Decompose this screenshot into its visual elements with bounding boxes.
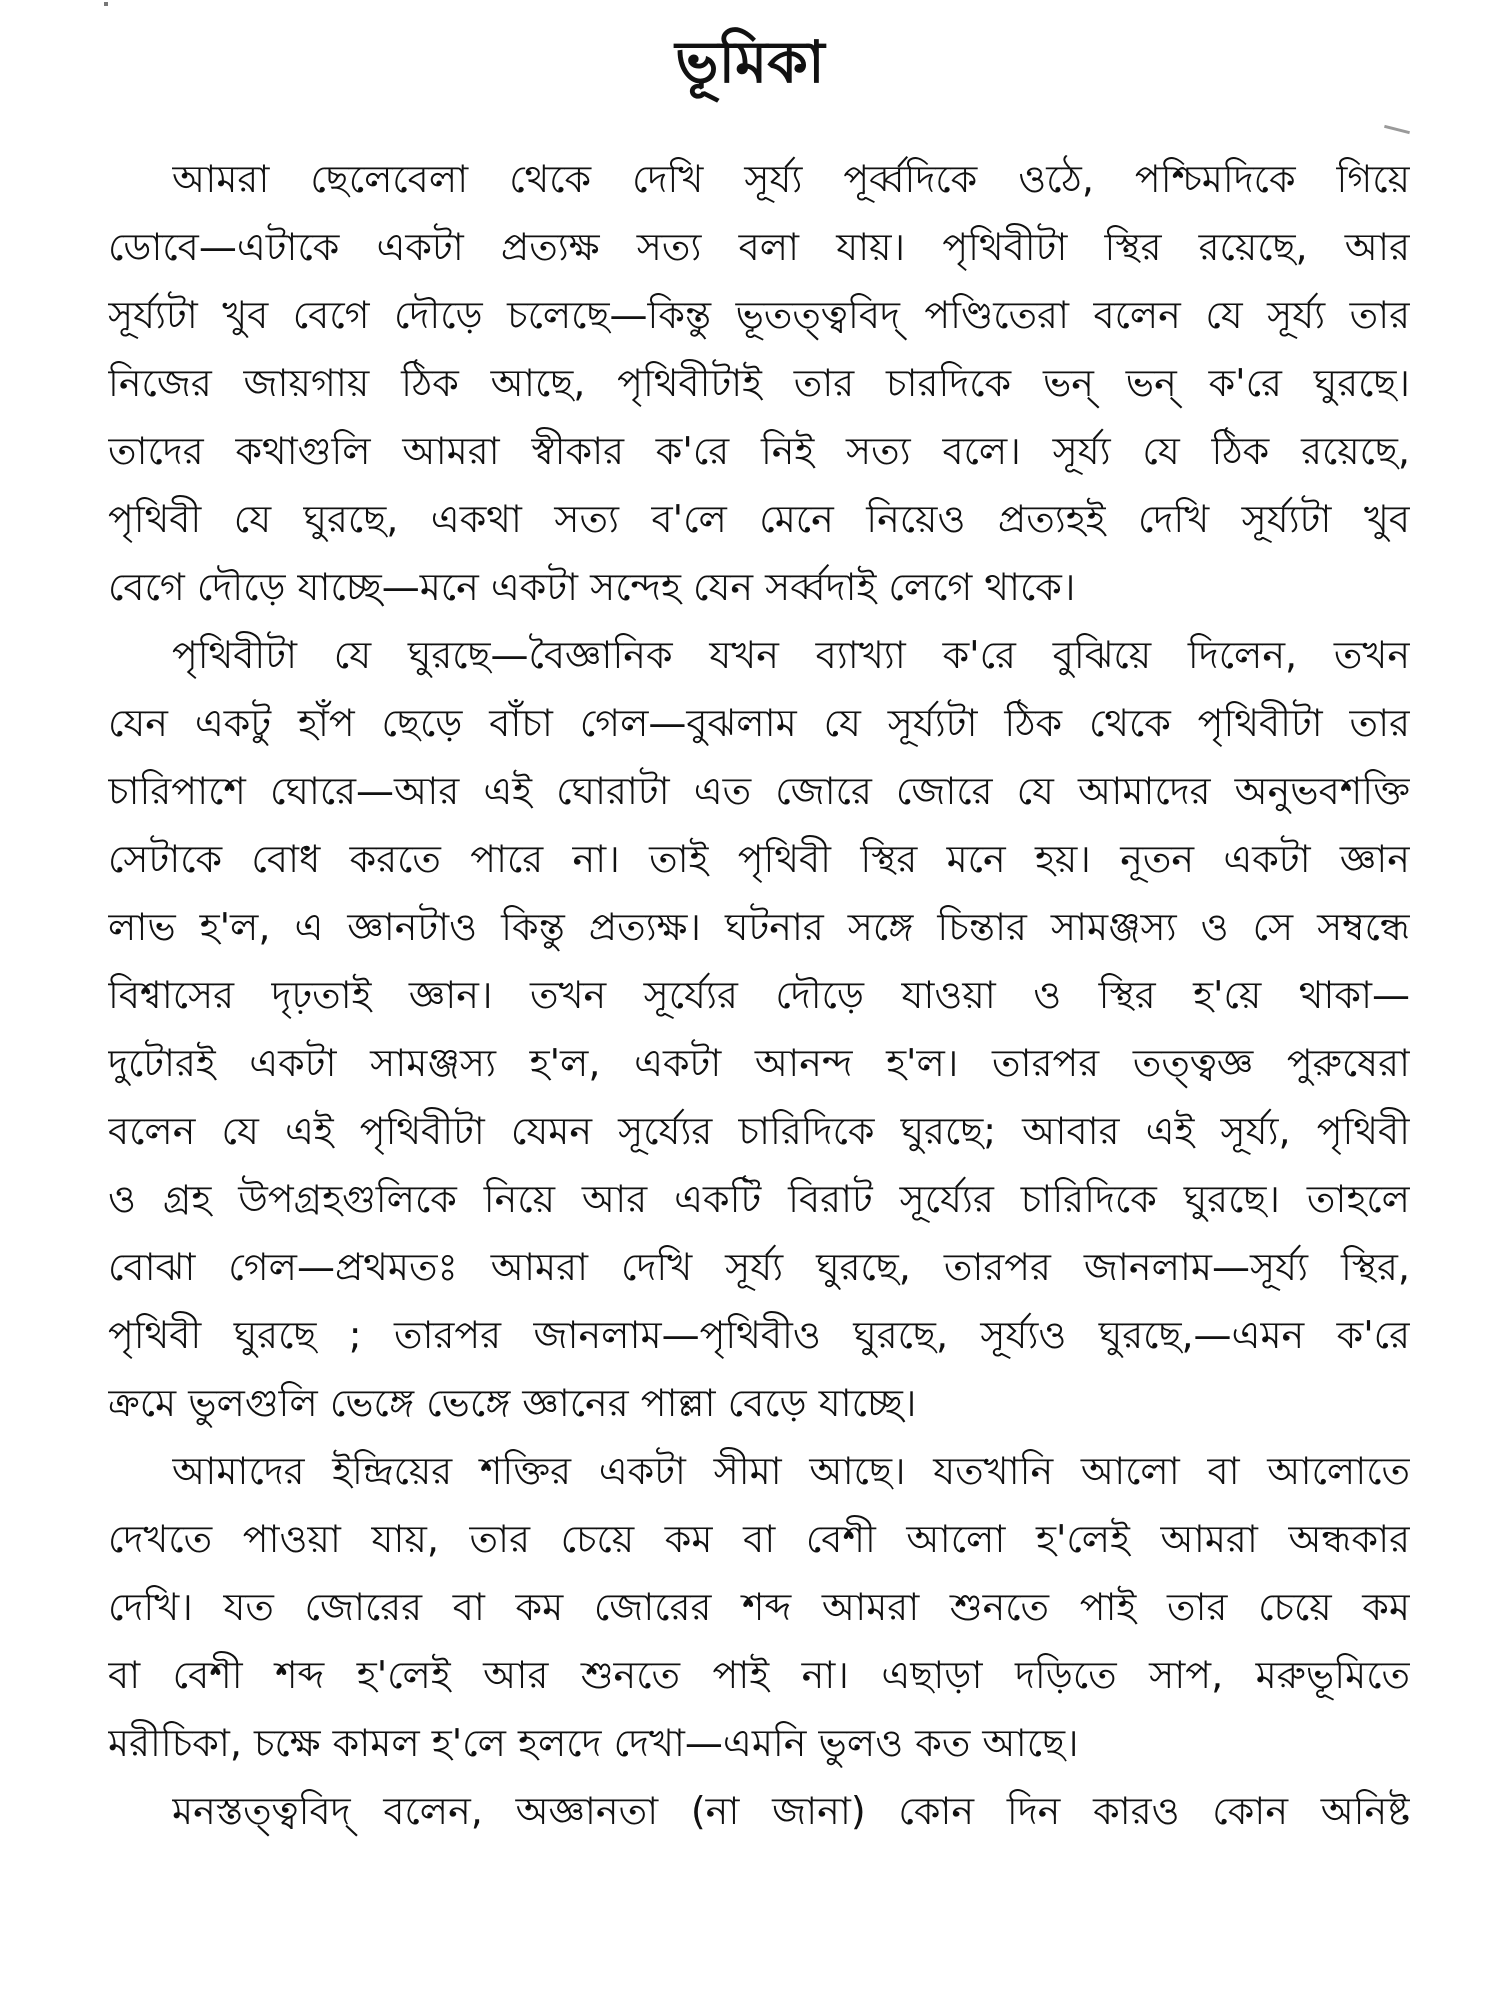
text-line: ডোবে—এটাকে একটা প্রত্যক্ষ সত্য বলা যায়। পৃথিবীটা স্থির রয়েছে, আর: [108, 225, 1410, 269]
text-line: পৃথিবী ঘুরছে ; তারপর জানলাম—পৃথিবীও ঘুরছে, সূর্য্যও ঘুরছে,—এমন ক'রে: [108, 1313, 1410, 1357]
text-line: তাদের কথাগুলি আমরা স্বীকার ক'রে নিই সত্য বলে। সূর্য্য যে ঠিক রয়েছে,: [108, 429, 1410, 473]
scan-speck: [104, 2, 108, 6]
text-line: পৃথিবীটা যে ঘুরছে—বৈজ্ঞানিক যখন ব্যাখ্যা ক'রে বুঝিয়ে দিলেন, তখন: [172, 633, 1410, 677]
text-line: ক্রমে ভুলগুলি ভেঙ্গে ভেঙ্গে জ্ঞানের পাল্লা বেড়ে যাচ্ছে।: [108, 1381, 917, 1425]
text-line: আমরা ছেলেবেলা থেকে দেখি সূর্য্য পূর্ব্বদিকে ওঠে, পশ্চিমদিকে গিয়ে: [172, 157, 1410, 201]
scan-speck: [1384, 125, 1410, 134]
text-line: দেখতে পাওয়া যায়, তার চেয়ে কম বা বেশী আলো হ'লেই আমরা অন্ধকার: [108, 1517, 1410, 1561]
text-line: মনস্তত্ত্ববিদ্ বলেন, অজ্ঞানতা (না জানা) কোন দিন কারও কোন অনিষ্ট: [172, 1789, 1410, 1833]
text-line: দেখি। যত জোরের বা কম জোরের শব্দ আমরা শুনতে পাই তার চেয়ে কম: [108, 1585, 1410, 1629]
page-title: ভূমিকা: [675, 28, 825, 96]
text-line: সেটাকে বোধ করতে পারে না। তাই পৃথিবী স্থির মনে হয়। নূতন একটা জ্ঞান: [108, 837, 1410, 881]
text-line: লাভ হ'ল, এ জ্ঞানটাও কিন্তু প্রত্যক্ষ। ঘটনার সঙ্গে চিন্তার সামঞ্জস্য ও সে সম্বন্ধে: [108, 905, 1410, 949]
text-line: বা বেশী শব্দ হ'লেই আর শুনতে পাই না। এছাড়া দড়িতে সাপ, মরুভূমিতে: [108, 1653, 1410, 1697]
text-line: দুটোরই একটা সামঞ্জস্য হ'ল, একটা আনন্দ হ'ল। তারপর তত্ত্বজ্ঞ পুরুষেরা: [108, 1041, 1410, 1085]
text-line: বিশ্বাসের দৃঢ়তাই জ্ঞান। তখন সূর্য্যের দৌড়ে যাওয়া ও স্থির হ'য়ে থাকা—: [108, 973, 1410, 1017]
text-line: মরীচিকা, চক্ষে কামল হ'লে হলদে দেখা—এমনি ভুলও কত আছে।: [108, 1721, 1079, 1765]
text-line: পৃথিবী যে ঘুরছে, একথা সত্য ব'লে মেনে নিয়েও প্রত্যহই দেখি সূর্য্যটা খুব: [108, 497, 1410, 541]
text-line: বেগে দৌড়ে যাচ্ছে—মনে একটা সন্দেহ যেন সর্ব্বদাই লেগে থাকে।: [108, 565, 1076, 609]
text-line: বলেন যে এই পৃথিবীটা যেমন সূর্য্যের চারিদিকে ঘুরছে; আবার এই সূর্য্য, পৃথিবী: [108, 1109, 1410, 1153]
text-line: যেন একটু হাঁপ ছেড়ে বাঁচা গেল—বুঝলাম যে সূর্য্যটা ঠিক থেকে পৃথিবীটা তার: [108, 701, 1410, 745]
text-line: নিজের জায়গায় ঠিক আছে, পৃথিবীটাই তার চারদিকে ভন্ ভন্ ক'রে ঘুরছে।: [108, 361, 1410, 405]
text-line: বোঝা গেল—প্রথমতঃ আমরা দেখি সূর্য্য ঘুরছে, তারপর জানলাম—সূর্য্য স্থির,: [108, 1245, 1410, 1289]
text-line: চারিপাশে ঘোরে—আর এই ঘোরাটা এত জোরে জোরে যে আমাদের অনুভবশক্তি: [108, 769, 1410, 813]
text-line: সূর্য্যটা খুব বেগে দৌড়ে চলেছে—কিন্তু ভূতত্ত্ববিদ্ পণ্ডিতেরা বলেন যে সূর্য্য তার: [108, 293, 1410, 337]
text-line: ও গ্রহ উপগ্রহগুলিকে নিয়ে আর একটি বিরাট সূর্য্যের চারিদিকে ঘুরছে। তাহলে: [108, 1177, 1410, 1221]
text-line: আমাদের ইন্দ্রিয়ের শক্তির একটা সীমা আছে। যতখানি আলো বা আলোতে: [172, 1449, 1410, 1493]
